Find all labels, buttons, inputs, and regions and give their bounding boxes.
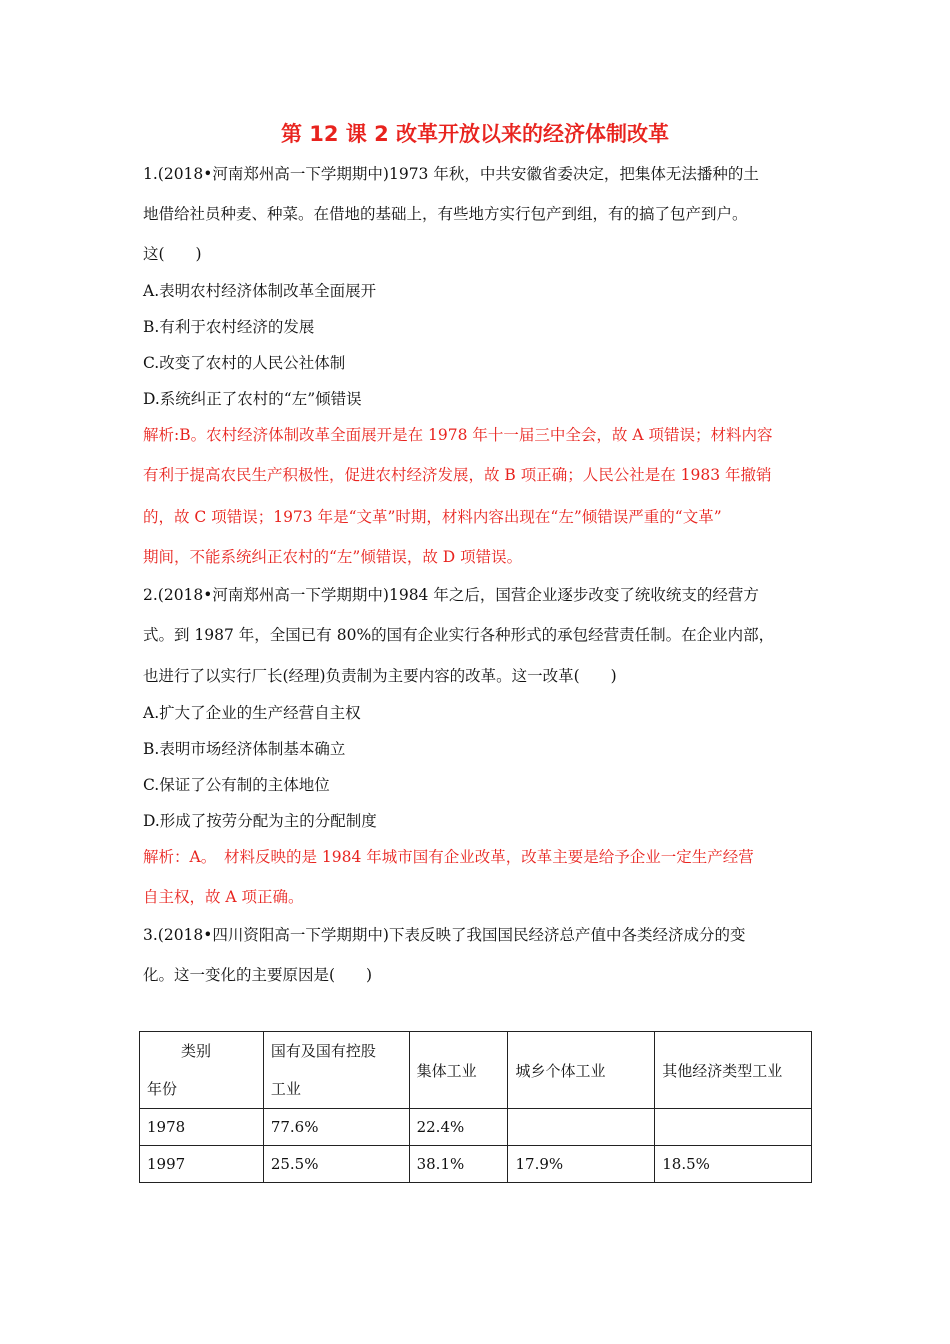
q1-analysis-line-3: 的，故 C 项错误；1973 年是“文革”时期，材料内容出现在“左”倾错误严重的“文革” [143, 508, 722, 526]
q2-stem-line-1: 2.(2018•河南郑州高一下学期期中)1984 年之后，国营企业逐步改变了统收统支的经营方 [143, 586, 759, 604]
q3-stem-line-2: 化。这一变化的主要原因是( ) [143, 966, 373, 984]
cell-year: 1997 [140, 1146, 264, 1183]
corner-category-label: 类别 [181, 1042, 212, 1060]
cell-collective: 38.1% [409, 1146, 508, 1183]
cell-individual [508, 1109, 655, 1146]
cell-state-owned: 25.5% [263, 1146, 409, 1183]
q1-analysis-line-2: 有利于提高农民生产积极性，促进农村经济发展，故 B 项正确；人民公社是在 1983 年撤销 [143, 466, 772, 484]
q2-stem-line-3: 也进行了以实行厂长(经理)负责制为主要内容的改革。这一改革( ) [143, 667, 617, 685]
header-individual: 城乡个体工业 [508, 1032, 655, 1109]
q1-stem-line-1: 1.(2018•河南郑州高一下学期期中)1973 年秋，中共安徽省委决定，把集体无法播种的土 [143, 165, 759, 183]
q2-analysis-line-1: 解析：A。 材料反映的是 1984 年城市国有企业改革，改革主要是给予企业一定生产经营 [143, 848, 754, 866]
q2-stem-line-2: 式。到 1987 年，全国已有 80%的国有企业实行各种形式的承包经营责任制。在企业内部， [143, 626, 775, 644]
q1-stem-line-3: 这( ) [143, 245, 202, 263]
header-state-owned [263, 1032, 409, 1109]
q2-option-a: A.扩大了企业的生产经营自主权 [143, 704, 361, 722]
header-other: 其他经济类型工业 [655, 1032, 812, 1109]
q2-option-b: B.表明市场经济体制基本确立 [143, 740, 346, 758]
cell-other: 18.5% [655, 1146, 812, 1183]
corner-year-label: 年份 [147, 1080, 178, 1098]
q1-option-d: D.系统纠正了农村的“左”倾错误 [143, 390, 362, 408]
header-state-owned-line-2: 工业 [270, 1080, 301, 1098]
q3-stem-line-1: 3.(2018•四川资阳高一下学期期中)下表反映了我国国民经济总产值中各类经济成分的变 [143, 926, 746, 944]
q1-option-c: C.改变了农村的人民公社体制 [143, 354, 346, 372]
cell-individual: 17.9% [508, 1146, 655, 1183]
q1-stem-line-2: 地借给社员种麦、种菜。在借地的基础上，有些地方实行包产到组，有的搞了包产到户。 [143, 205, 748, 223]
q1-option-b: B.有利于农村经济的发展 [143, 318, 315, 336]
header-state-owned-line-1: 国有及国有控股 [270, 1042, 376, 1060]
table-row [140, 1109, 812, 1146]
q2-option-d: D.形成了按劳分配为主的分配制度 [143, 812, 377, 830]
header-collective: 集体工业 [409, 1032, 508, 1109]
cell-collective: 22.4% [409, 1109, 508, 1146]
q2-analysis-line-2: 自主权，故 A 项正确。 [143, 888, 304, 906]
economy-share-table [139, 1031, 812, 1183]
cell-other [655, 1109, 812, 1146]
q1-analysis-line-1: 解析:B。农村经济体制改革全面展开是在 1978 年十一届三中全会，故 A 项错误；材料内容 [143, 426, 773, 444]
table-corner-cell [140, 1032, 264, 1109]
table-row [140, 1146, 812, 1183]
table-header-row [140, 1032, 812, 1109]
page-title: 第 12 课 2 改革开放以来的经济体制改革 [280, 122, 670, 146]
q2-option-c: C.保证了公有制的主体地位 [143, 776, 330, 794]
cell-year: 1978 [140, 1109, 264, 1146]
q1-option-a: A.表明农村经济体制改革全面展开 [143, 282, 377, 300]
cell-state-owned: 77.6% [263, 1109, 409, 1146]
q1-analysis-line-4: 期间，不能系统纠正农村的“左”倾错误，故 D 项错误。 [143, 548, 523, 566]
